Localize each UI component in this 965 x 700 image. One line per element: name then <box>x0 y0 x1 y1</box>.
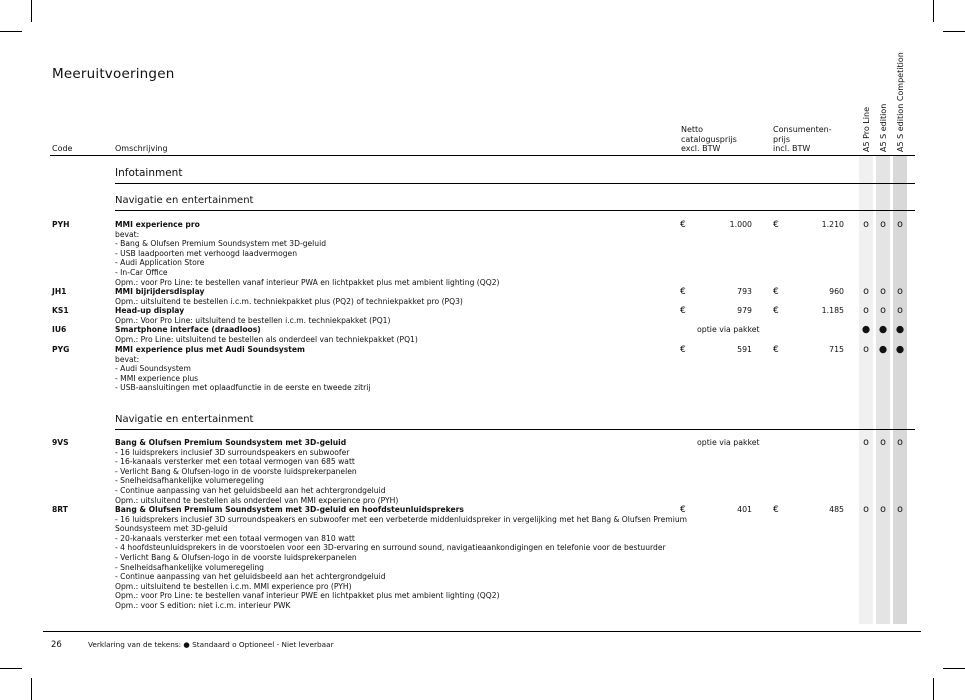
description-line: - 20-kanaals versterker met een totaal vermogen van 810 watt <box>115 533 355 543</box>
availability-mark: o <box>880 305 886 316</box>
description-line: - USB-aansluitingen met oplaadfunctie in de eerste en tweede zitrij <box>115 383 371 393</box>
description-line: - 16 luidsprekers inclusief 3D surroundspeakers en subwoofer met een verbeterde middenluidspreker in vergelijking met het Bang & Olufsen Premium <box>115 514 688 524</box>
net-price: 401 <box>737 505 752 514</box>
description-line: Opm.: uitsluitend te bestellen i.c.m. MMI experience pro (PYH) <box>115 581 352 591</box>
euro-sign: € <box>773 505 779 515</box>
subsection-title: Navigatie en entertainment <box>115 414 254 425</box>
euro-sign: € <box>680 306 686 316</box>
header-divider <box>50 155 915 156</box>
crop-mark <box>0 31 22 32</box>
description-line: - In-Car Office <box>115 267 168 277</box>
euro-sign: € <box>773 306 779 316</box>
description-line: - Audi Soundsystem <box>115 364 191 374</box>
description-line: Opm.: voor Pro Line: te bestellen vanaf interieur PWA en lichtpakket plus met ambient lighting (QQ2) <box>115 277 500 287</box>
page-number: 26 <box>51 640 62 650</box>
section-title: Infotainment <box>115 167 183 179</box>
description-line: - Bang & Olufsen Premium Soundsystem met 3D-geluid <box>115 239 327 249</box>
header-net-line-3: excl. BTW <box>681 144 721 153</box>
description-line: Soundsysteem met 3D-geluid <box>115 524 228 534</box>
description-line: - 16-kanaals versterker met een totaal vermogen van 685 watt <box>115 457 355 467</box>
description-line: - USB laadpoorten met verhoogd laadvermogen <box>115 248 298 258</box>
header-net-line-2: catalogusprijs <box>681 134 737 144</box>
description-line: - Verlicht Bang & Olufsen-logo in de voorste luidsprekerpanelen <box>115 466 357 476</box>
net-price: 1.000 <box>729 220 752 229</box>
euro-sign: € <box>680 287 686 297</box>
description-line: Opm.: Voor Pro Line: uitsluitend te bestellen i.c.m. techniekpakket (PQ1) <box>115 315 391 325</box>
availability-mark: ● <box>878 344 888 355</box>
availability-mark: o <box>897 504 903 515</box>
availability-mark: ● <box>878 324 888 335</box>
option-description <box>115 505 688 611</box>
crop-mark <box>943 31 965 32</box>
description-line: Opm.: voor Pro Line: te bestellen vanaf interieur PWE en lichtpakket plus met ambient lighting (QQ2) <box>115 591 500 601</box>
header-model-s-edition-competition: A5 S edition Competition <box>896 52 905 152</box>
option-name: MMI experience plus met Audi Soundsystem <box>115 345 305 354</box>
option-description <box>115 325 675 344</box>
subsection-divider <box>115 210 915 211</box>
option-description <box>115 345 675 393</box>
description-line: - 16 luidsprekers inclusief 3D surroundspeakers en subwoofer <box>115 447 350 457</box>
option-code: IU6 <box>52 325 67 334</box>
header-cons-line-2: prijs <box>773 134 790 144</box>
option-name: Head-up display <box>115 306 185 315</box>
footer-divider <box>43 631 921 632</box>
option-name: Bang & Olufsen Premium Soundsystem met 3D-geluid <box>115 438 347 447</box>
euro-sign: € <box>773 220 779 230</box>
header-cons-line-1: Consumenten- <box>773 125 832 134</box>
description-line: - MMI experience plus <box>115 373 199 383</box>
crop-mark <box>933 678 934 700</box>
availability-mark: ● <box>861 324 871 335</box>
availability-mark: ● <box>895 344 905 355</box>
description-line: - Snelheidsafhankelijke volumeregeling <box>115 562 264 572</box>
description-line: Opm.: Pro Line: uitsluitend te bestellen als onderdeel van techniekpakket (PQ1) <box>115 334 418 344</box>
package-option-label: optie via pakket <box>697 438 760 447</box>
option-code: 8RT <box>52 505 68 514</box>
consumer-price: 715 <box>829 345 844 354</box>
availability-mark: ● <box>895 324 905 335</box>
option-description <box>115 287 675 306</box>
option-name: Bang & Olufsen Premium Soundsystem met 3D-geluid en hoofdsteunluidsprekers <box>115 505 464 514</box>
euro-sign: € <box>680 345 686 355</box>
description-line: bevat: <box>115 354 140 364</box>
description-line: - 4 hoofdsteunluidsprekers in de voorstoelen voor een 3D-ervaring en surround sound, navigatieaankondigingen en telefonie voor de bestuurder <box>115 543 666 553</box>
option-description <box>115 306 675 325</box>
option-description <box>115 220 675 287</box>
availability-mark: o <box>863 305 869 316</box>
description-line: - Snelheidsafhankelijke volumeregeling <box>115 476 264 486</box>
availability-mark: o <box>880 504 886 515</box>
consumer-price: 960 <box>829 287 844 296</box>
crop-mark <box>943 668 965 669</box>
option-name: MMI experience pro <box>115 220 200 229</box>
availability-mark: o <box>880 219 886 230</box>
header-net-price <box>681 125 737 154</box>
subsection-title: Navigatie en entertainment <box>115 195 254 206</box>
description-line: Opm.: uitsluitend te bestellen i.c.m. techniekpakket plus (PQ2) of techniekpakket pro (PQ3) <box>115 296 463 306</box>
consumer-price: 1.185 <box>821 306 844 315</box>
availability-mark: o <box>863 286 869 297</box>
net-price: 979 <box>737 306 752 315</box>
crop-mark <box>0 668 22 669</box>
description-line: - Continue aanpassing van het geluidsbeeld aan het achtergrondgeluid <box>115 485 386 495</box>
package-option-label: optie via pakket <box>697 325 760 334</box>
availability-mark: o <box>863 344 869 355</box>
euro-sign: € <box>680 220 686 230</box>
description-line: Opm.: uitsluitend te bestellen als onderdeel van MMI experience pro (PYH) <box>115 495 399 505</box>
option-name: Smartphone interface (draadloos) <box>115 325 261 334</box>
legend: Verklaring van de tekens: ● Standaard o Optioneel - Niet leverbaar <box>88 640 334 649</box>
availability-mark: o <box>863 219 869 230</box>
option-code: PYH <box>52 220 70 229</box>
header-model-pro-line: A5 Pro Line <box>862 106 871 152</box>
availability-mark: o <box>880 437 886 448</box>
availability-mark: o <box>863 437 869 448</box>
header-description: Omschrijving <box>115 144 168 153</box>
crop-mark <box>31 678 32 700</box>
availability-mark: o <box>897 305 903 316</box>
euro-sign: € <box>773 287 779 297</box>
section-divider <box>115 183 915 184</box>
header-cons-line-3: incl. BTW <box>773 144 811 153</box>
availability-mark: o <box>897 286 903 297</box>
description-line: - Verlicht Bang & Olufsen-logo in de voorste luidsprekerpanelen <box>115 552 357 562</box>
header-consumer-price <box>773 125 832 154</box>
description-line: - Audi Application Store <box>115 258 205 268</box>
option-description <box>115 438 675 505</box>
page-title: Meeruitvoeringen <box>52 66 175 82</box>
euro-sign: € <box>773 345 779 355</box>
description-line: Opm.: voor S edition: niet i.c.m. interieur PWK <box>115 600 291 610</box>
description-line: bevat: <box>115 229 140 239</box>
subsection-divider <box>115 429 915 430</box>
option-code: JH1 <box>52 287 67 296</box>
net-price: 591 <box>737 345 752 354</box>
option-code: PYG <box>52 345 70 354</box>
net-price: 793 <box>737 287 752 296</box>
crop-mark <box>31 0 32 22</box>
euro-sign: € <box>680 505 686 515</box>
option-name: MMI bijrijdersdisplay <box>115 287 205 296</box>
option-code: 9VS <box>52 438 69 447</box>
availability-mark: o <box>880 286 886 297</box>
consumer-price: 1.210 <box>821 220 844 229</box>
availability-mark: o <box>897 437 903 448</box>
description-line: - Continue aanpassing van het geluidsbeeld aan het achtergrondgeluid <box>115 572 386 582</box>
header-model-s-edition: A5 S edition <box>879 103 888 152</box>
header-net-line-1: Netto <box>681 125 704 134</box>
consumer-price: 485 <box>829 505 844 514</box>
crop-mark <box>933 0 934 22</box>
option-code: KS1 <box>52 306 69 315</box>
header-code: Code <box>52 144 73 153</box>
availability-mark: o <box>863 504 869 515</box>
availability-mark: o <box>897 219 903 230</box>
